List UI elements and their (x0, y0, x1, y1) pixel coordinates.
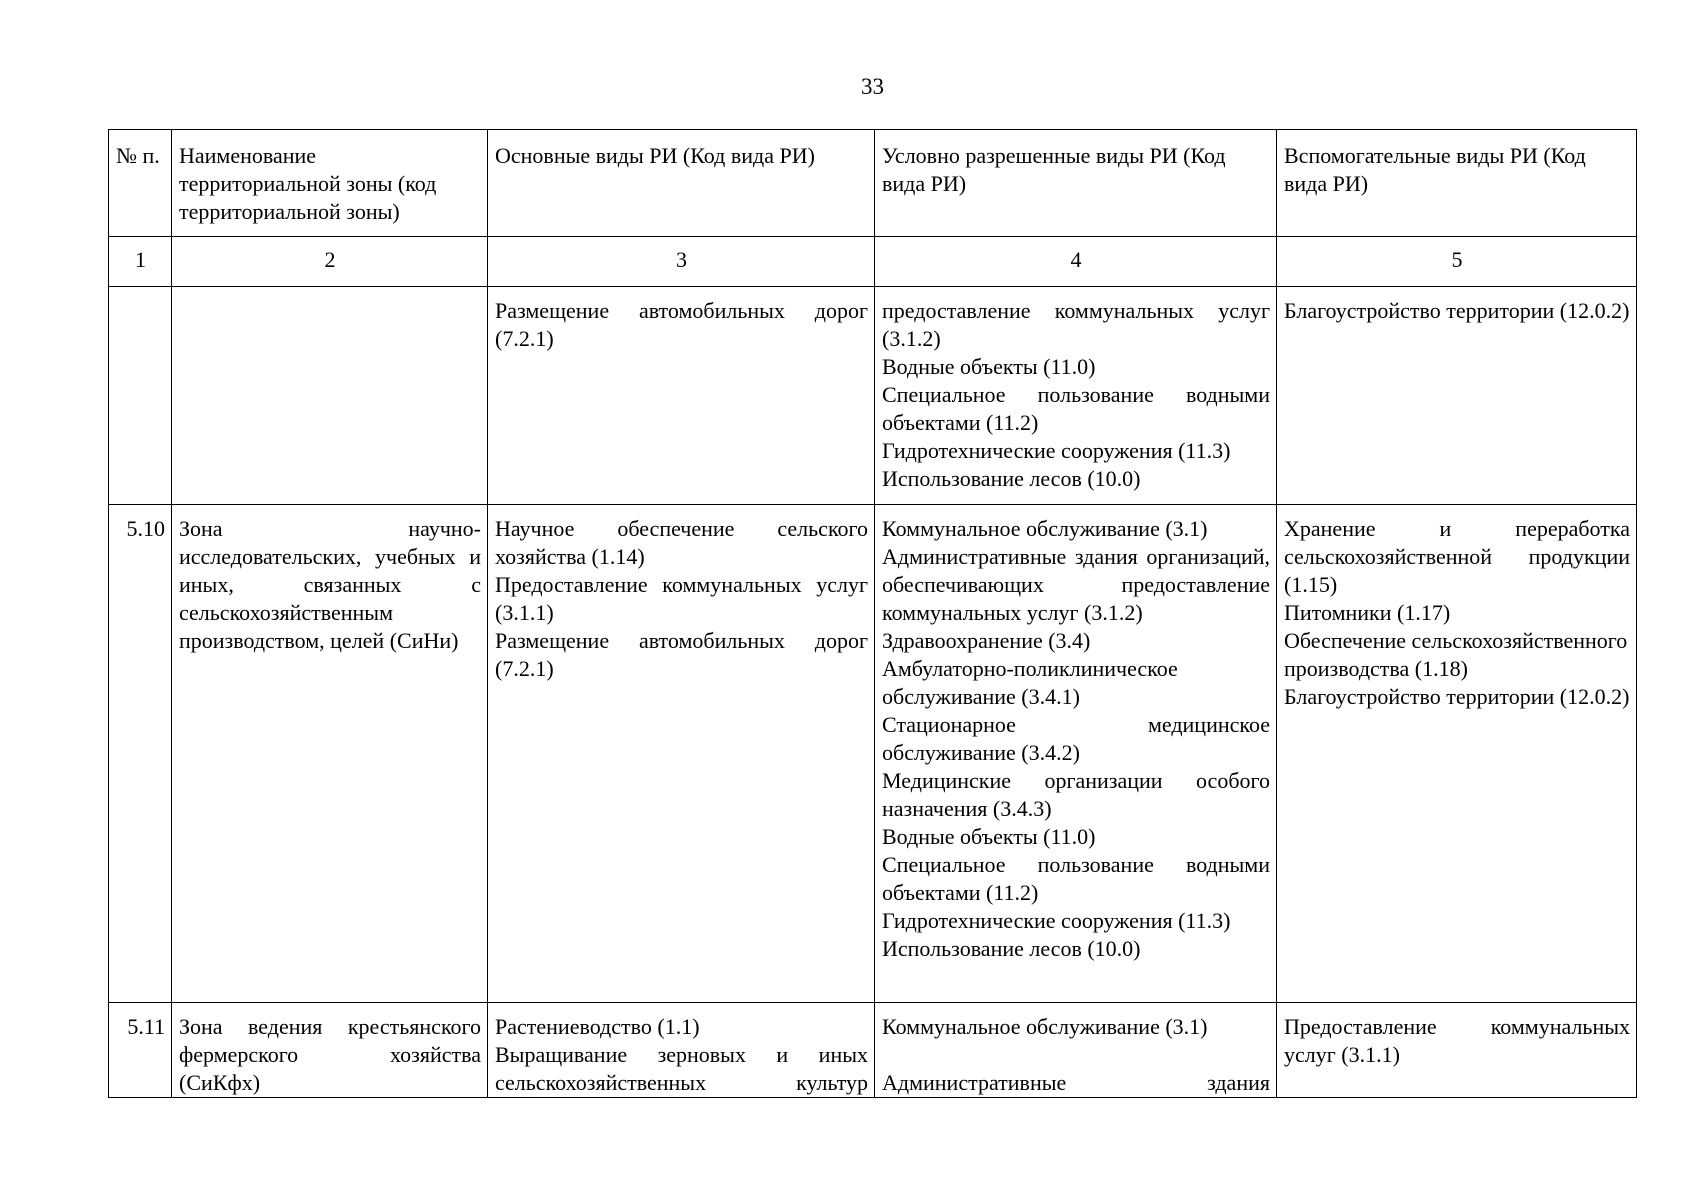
use-item: Предоставление коммунальных услуг (3.1.1) (495, 572, 868, 625)
use-item: Благоустройство территории (12.0.2) (1284, 298, 1630, 323)
zone-name (172, 505, 488, 1003)
column-index-row (109, 237, 1637, 287)
header-zone-name: Наименование территориальной зоны (код территориальной зоны) (172, 130, 488, 237)
auxiliary-uses-cell (1277, 505, 1637, 1003)
auxiliary-uses-cell (1277, 1003, 1637, 1098)
use-item: Благоустройство территории (12.0.2) (1284, 684, 1630, 709)
use-item: Обеспечение сельскохозяйственного производства (1.18) (1284, 628, 1628, 681)
use-item: Стационарное медицинское обслуживание (3.4.2) (882, 712, 1270, 765)
use-item: Водные объекты (11.0) (882, 354, 1096, 379)
use-item: Использование лесов (10.0) (882, 936, 1141, 961)
column-index: 3 (488, 237, 875, 287)
use-item: Здравоохранение (3.4) (882, 628, 1091, 653)
conditional-uses-cell (875, 1003, 1277, 1098)
use-item: Гидротехнические сооружения (11.3) (882, 908, 1231, 933)
page-number: 33 (861, 74, 884, 99)
zone-name-text: Зона научно-исследовательских, учебных и иных, связанных с сельскохозяйственным производством, целей (СиНи) (179, 516, 481, 653)
use-item: Хранение и переработка сельскохозяйственной продукции (1.15) (1284, 516, 1630, 597)
use-item: Коммунальное обслуживание (3.1) (882, 516, 1208, 541)
column-index: 2 (172, 237, 488, 287)
use-item: Специальное пользование водными объектами (11.2) (882, 852, 1270, 905)
conditional-uses-cell (875, 287, 1277, 505)
zone-name (172, 287, 488, 505)
table-row (109, 1003, 1637, 1098)
main-uses-cell (488, 505, 875, 1003)
use-item: Питомники (1.17) (1284, 600, 1451, 625)
zone-name (172, 1003, 488, 1098)
header-main-uses: Основные виды РИ (Код вида РИ) (488, 130, 875, 237)
header-conditional-uses: Условно разрешенные виды РИ (Код вида РИ) (875, 130, 1277, 237)
use-item: Административные здания организаций, обеспечивающих предоставление коммунальных услуг (3.1.2) (882, 544, 1270, 625)
main-uses-cell (488, 1003, 875, 1098)
use-item: Выращивание зерновых и иных сельскохозяйственных культур (495, 1042, 868, 1095)
use-item: Медицинские организации особого назначения (3.4.3) (882, 768, 1270, 821)
use-item: Специальное пользование водными объектами (11.2) (882, 382, 1270, 435)
use-item: Коммунальное обслуживание (3.1) (882, 1014, 1208, 1039)
auxiliary-uses-cell (1277, 287, 1637, 505)
use-item: Научное обеспечение сельского хозяйства (1.14) (495, 516, 868, 569)
use-item: Административные здания (882, 1070, 1270, 1095)
header-auxiliary-uses: Вспомогательные виды РИ (Код вида РИ) (1277, 130, 1637, 237)
use-item: Водные объекты (11.0) (882, 824, 1096, 849)
use-item: предоставление коммунальных услуг (3.1.2) (882, 298, 1270, 351)
zone-name-text: Зона ведения крестьянского фермерского хозяйства (СиКфх) (179, 1014, 481, 1095)
row-number: 5.10 (109, 505, 172, 1003)
line-gap (882, 1041, 1270, 1069)
use-item: Использование лесов (10.0) (882, 466, 1141, 491)
column-index: 1 (109, 237, 172, 287)
conditional-uses-cell (875, 505, 1277, 1003)
main-uses-cell (488, 287, 875, 505)
table-header-row (109, 130, 1637, 237)
use-item: Размещение автомобильных дорог (7.2.1) (495, 628, 868, 681)
zones-table (108, 129, 1637, 1098)
table-row (109, 505, 1637, 1003)
use-item: Гидротехнические сооружения (11.3) (882, 438, 1231, 463)
header-num: № п. (109, 130, 172, 237)
row-number (109, 287, 172, 505)
column-index: 4 (875, 237, 1277, 287)
row-number: 5.11 (109, 1003, 172, 1098)
table-row (109, 287, 1637, 505)
column-index: 5 (1277, 237, 1637, 287)
use-item: Растениеводство (1.1) (495, 1014, 700, 1039)
use-item: Предоставление коммунальных услуг (3.1.1) (1284, 1014, 1630, 1067)
use-item: Размещение автомобильных дорог (7.2.1) (495, 298, 868, 351)
use-item: Амбулаторно-поликлиническое обслуживание (3.4.1) (882, 656, 1178, 709)
